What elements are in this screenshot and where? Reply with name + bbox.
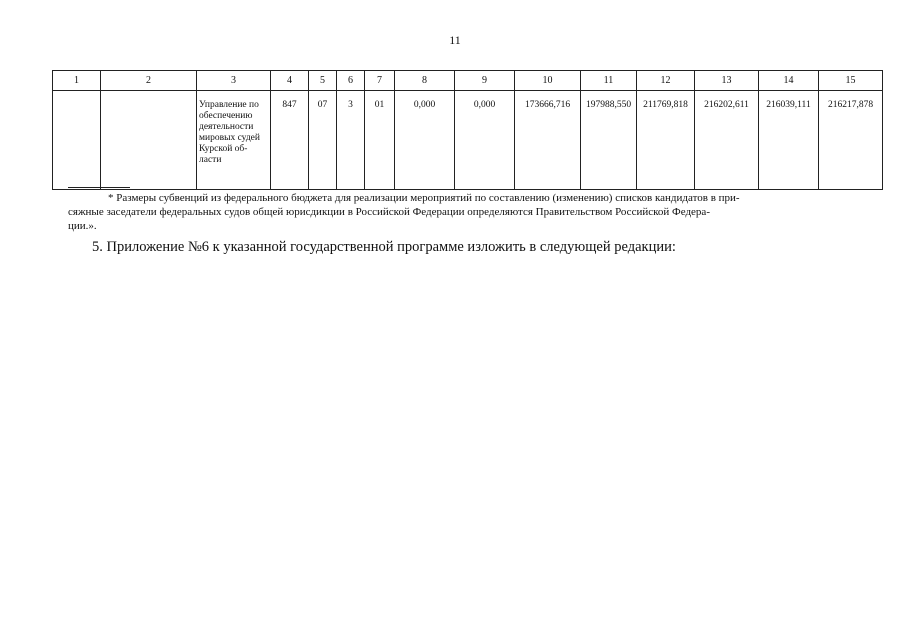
column-header: 4 bbox=[271, 71, 309, 91]
table-cell: 216217,878 bbox=[819, 91, 883, 190]
footnote-line: * Размеры субвенций из федерального бюджета для реализации мероприятий по составлению (изменению) списков кандидатов в при- bbox=[108, 192, 740, 204]
column-header: 8 bbox=[395, 71, 455, 91]
department-name-cell bbox=[197, 91, 271, 190]
column-header: 3 bbox=[197, 71, 271, 91]
column-header: 6 bbox=[337, 71, 365, 91]
column-header: 14 bbox=[759, 71, 819, 91]
column-header: 13 bbox=[695, 71, 759, 91]
table-row bbox=[53, 91, 883, 190]
table-cell: 211769,818 bbox=[637, 91, 695, 190]
column-header: 11 bbox=[581, 71, 637, 91]
table-cell: 3 bbox=[337, 91, 365, 190]
footnote-line: сяжные заседатели федеральных судов общей юрисдикции в Российской Федерации определяются Правительством Российской Федера- bbox=[68, 206, 710, 218]
amendment-paragraph: 5. Приложение №6 к указанной государственной программе изложить в следующей редакции: bbox=[92, 239, 676, 255]
department-name-line: ласти bbox=[199, 155, 222, 165]
table-cell: 847 bbox=[271, 91, 309, 190]
department-name-line: Курской об- bbox=[199, 144, 248, 154]
table-cell: 0,000 bbox=[395, 91, 455, 190]
table-cell: 01 bbox=[365, 91, 395, 190]
footnote-line: ции.». bbox=[68, 220, 97, 232]
column-header: 10 bbox=[515, 71, 581, 91]
column-header: 9 bbox=[455, 71, 515, 91]
column-header: 7 bbox=[365, 71, 395, 91]
column-header: 12 bbox=[637, 71, 695, 91]
department-name-line: обеспечению bbox=[199, 111, 253, 121]
budget-table bbox=[52, 70, 883, 190]
table-cell: 173666,716 bbox=[515, 91, 581, 190]
table-cell bbox=[53, 91, 101, 190]
column-header: 2 bbox=[101, 71, 197, 91]
department-name-line: Управление по bbox=[199, 100, 259, 110]
footnote bbox=[68, 191, 848, 233]
table-cell: 216202,611 bbox=[695, 91, 759, 190]
page-number: 11 bbox=[449, 33, 461, 47]
footnote-divider bbox=[68, 187, 130, 188]
column-header: 5 bbox=[309, 71, 337, 91]
table-header-row bbox=[53, 71, 883, 91]
table-cell: 07 bbox=[309, 91, 337, 190]
department-name-line: деятельности bbox=[199, 122, 254, 132]
table-cell: 197988,550 bbox=[581, 91, 637, 190]
table-cell: 0,000 bbox=[455, 91, 515, 190]
table-cell: 216039,111 bbox=[759, 91, 819, 190]
table-cell bbox=[101, 91, 197, 190]
department-name-line: мировых судей bbox=[199, 133, 260, 143]
column-header: 1 bbox=[53, 71, 101, 91]
column-header: 15 bbox=[819, 71, 883, 91]
